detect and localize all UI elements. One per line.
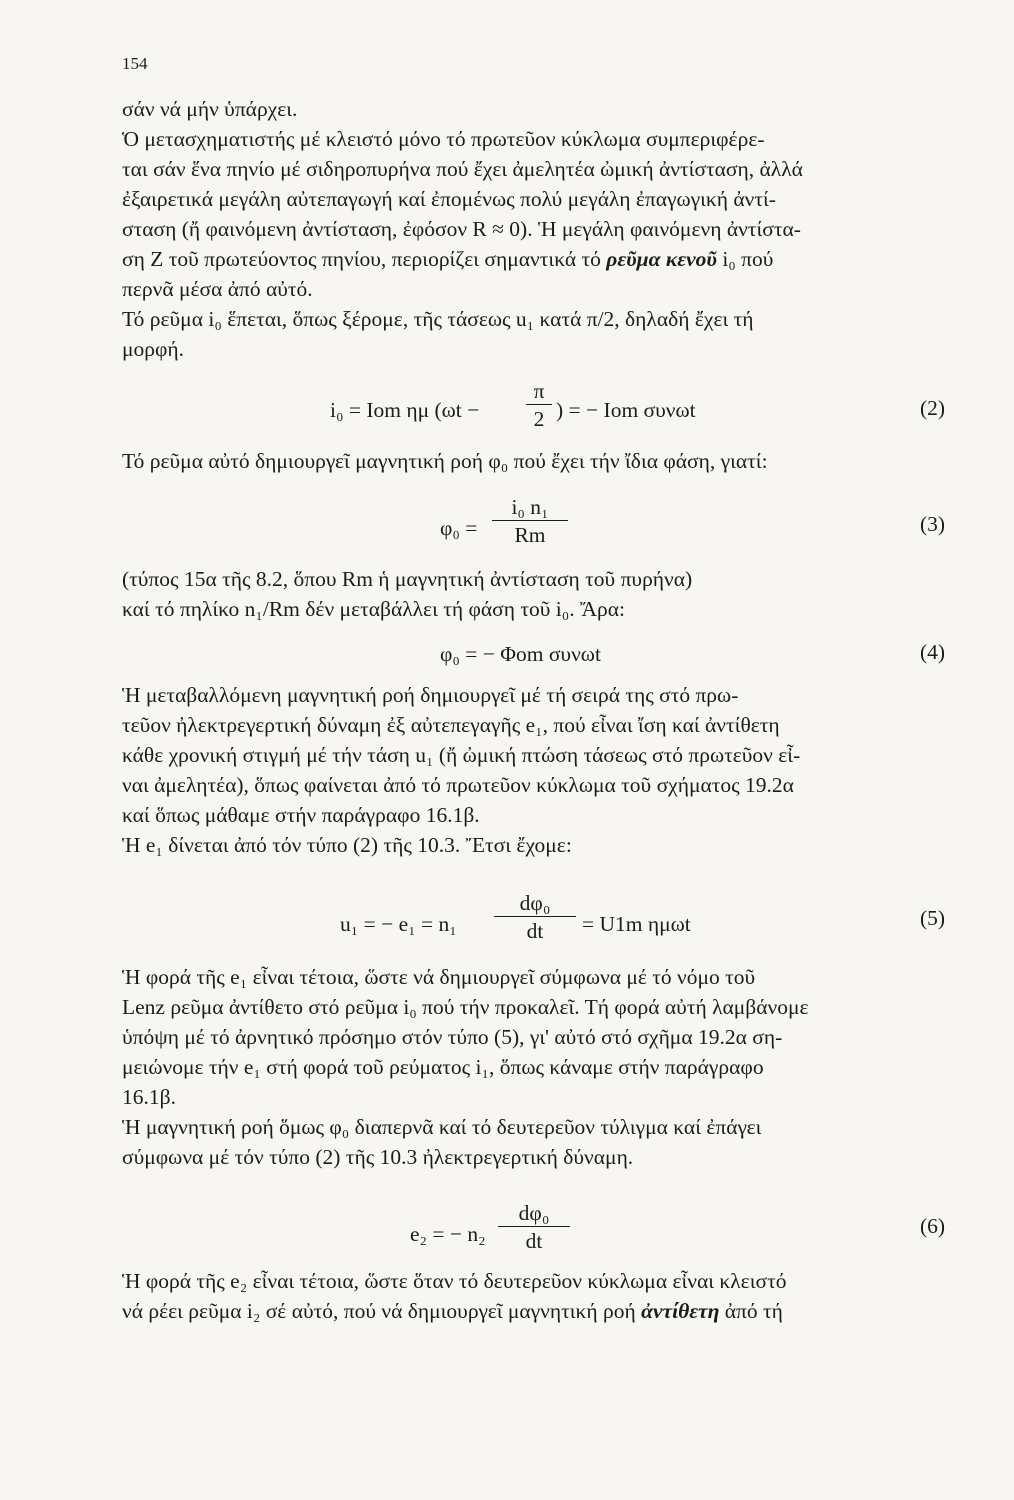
text-run: νά ρέει ρεῦμα i₂ σέ αὐτό, πού νά δημιουργεῖ μαγνητική ροή <box>122 1299 642 1323</box>
text-line: Τό ρεῦμα αὐτό δημιουργεῖ μαγνητική ροή φ₀ πού ἔχει τήν ἴδια φάση, γιατί: <box>122 449 768 473</box>
text-line: ται σάν ἕνα πηνίο μέ σιδηροπυρήνα πού ἔχει ἀμελητέα ὠμική ἀντίσταση, ἀλλά <box>122 157 803 181</box>
emphasis-term: ρεῦμα κενοῦ <box>606 247 717 271</box>
equation-number: (6) <box>920 1214 946 1238</box>
text-run: ση Z τοῦ πρωτεύοντος πηνίου, περιορίζει σημαντικά τό <box>122 247 607 271</box>
equation-4: φ₀ = − Φom συνωt <box>440 642 601 666</box>
emphasis-term: ἀντίθετη <box>641 1299 720 1323</box>
text-line: μορφή. <box>122 337 185 361</box>
text-line: περνᾶ μέσα ἀπό αὐτό. <box>122 277 313 301</box>
equation-2-fraction <box>526 378 552 433</box>
equation-6-fraction <box>498 1200 570 1255</box>
fraction-denominator: Rm <box>514 523 546 547</box>
fraction-denominator: dt <box>525 1229 543 1253</box>
fraction-numerator: dφ₀ <box>519 891 551 915</box>
fraction-denominator: dt <box>526 919 544 943</box>
equation-6-lhs: e₂ = − n₂ <box>410 1222 486 1246</box>
text-line: Ἡ μαγνητική ροή ὅμως φ₀ διαπερνᾶ καί τό δευτερεῦον τύλιγμα καί ἐπάγει <box>122 1115 762 1139</box>
equation-3-fraction <box>492 494 568 549</box>
text-line: καί τό πηλίκο n₁/Rm δέν μεταβάλλει τή φάση τοῦ i₀. Ἄρα: <box>122 597 625 621</box>
fraction-numerator: i₀ n₁ <box>511 495 549 519</box>
equation-2-rhs: ) = − Iom συνωt <box>556 398 696 422</box>
equation-number: (2) <box>920 396 946 420</box>
equation-5-lhs: u₁ = − e₁ = n₁ <box>340 912 457 936</box>
text-run: i₀ πού <box>716 247 774 271</box>
fraction-numerator: π <box>533 379 545 403</box>
equation-5-rhs: = U1m ημωt <box>582 912 691 936</box>
equation-number: (4) <box>920 640 946 664</box>
text-line: κάθε χρονική στιγμή μέ τήν τάση u₁ (ἤ ὠμική πτώση τάσεως στό πρωτεῦον εἶ- <box>122 743 801 767</box>
equation-2-lhs: i₀ = Iom ημ (ωt − <box>330 398 480 422</box>
text-line: Τό ρεῦμα i₀ ἕπεται, ὅπως ξέρομε, τῆς τάσεως u₁ κατά π/2, δηλαδή ἔχει τή <box>122 307 754 331</box>
equation-5-fraction <box>494 890 576 945</box>
equation-number: (3) <box>920 512 946 536</box>
equation-number: (5) <box>920 906 946 930</box>
text-line: καί ὅπως μάθαμε στήν παράγραφο 16.1β. <box>122 803 480 827</box>
text-line: (τύπος 15α τῆς 8.2, ὅπου Rm ἡ μαγνητική ἀντίσταση τοῦ πυρήνα) <box>122 567 693 591</box>
text-line: σύμφωνα μέ τόν τύπο (2) τῆς 10.3 ἠλεκτρεγερτική δύναμη. <box>122 1145 634 1169</box>
text-line: σταση (ἤ φαινόμενη ἀντίσταση, ἐφόσον R ≈ 0). Ἡ μεγάλη φαινόμενη ἀντίστα- <box>122 217 801 241</box>
text-line: ναι ἀμελητέα), ὅπως φαίνεται ἀπό τό πρωτεῦον κύκλωμα τοῦ σχήματος 19.2α <box>122 773 794 797</box>
text-line: Lenz ρεῦμα ἀντίθετο στό ρεῦμα i₀ πού τήν προκαλεῖ. Τή φορά αὐτή λαμβάνομε <box>122 995 809 1019</box>
text-line: ἐξαιρετικά μεγάλη αὐτεπαγωγή καί ἐπομένως πολύ μεγάλη ἐπαγωγική ἀντί- <box>122 187 776 211</box>
text-line: Ἡ e₁ δίνεται ἀπό τόν τύπο (2) τῆς 10.3. Ἔτσι ἔχομε: <box>122 833 572 857</box>
text-line: Ἡ φορά τῆς e₂ εἶναι τέτοια, ὥστε ὅταν τό δευτερεῦον κύκλωμα εἶναι κλειστό <box>122 1269 787 1293</box>
text-line: ὑπόψη μέ τό ἀρνητικό πρόσημο στόν τύπο (5), γι' αὐτό στό σχῆμα 19.2α ση- <box>122 1025 783 1049</box>
text-line: μειώνομε τήν e₁ στή φορά τοῦ ρεύματος i₁, ὅπως κάναμε στήν παράγραφο <box>122 1055 764 1079</box>
text-run: ἀπό τή <box>719 1299 783 1323</box>
text-line: Ἡ φορά τῆς e₁ εἶναι τέτοια, ὥστε νά δημιουργεῖ σύμφωνα μέ τό νόμο τοῦ <box>122 965 756 989</box>
text-line <box>122 1296 958 1326</box>
text-line: 16.1β. <box>122 1085 176 1109</box>
equation-3-lhs: φ₀ = <box>440 516 478 540</box>
text-line: σάν νά μήν ὑπάρχει. <box>122 97 298 121</box>
fraction-denominator: 2 <box>533 407 545 431</box>
text-line: Ὁ μετασχηματιστής μέ κλειστό μόνο τό πρωτεῦον κύκλωμα συμπεριφέρε- <box>122 127 765 151</box>
text-line <box>122 244 958 274</box>
text-line: Ἡ μεταβαλλόμενη μαγνητική ροή δημιουργεῖ μέ τή σειρά της στό πρω- <box>122 683 739 707</box>
fraction-numerator: dφ₀ <box>518 1201 550 1225</box>
text-line: τεῦον ἠλεκτρεγερτική δύναμη ἐξ αὐτεπεγαγῆς e₁, πού εἶναι ἴση καί ἀντίθετη <box>122 713 780 737</box>
page-number: 154 <box>122 54 148 73</box>
